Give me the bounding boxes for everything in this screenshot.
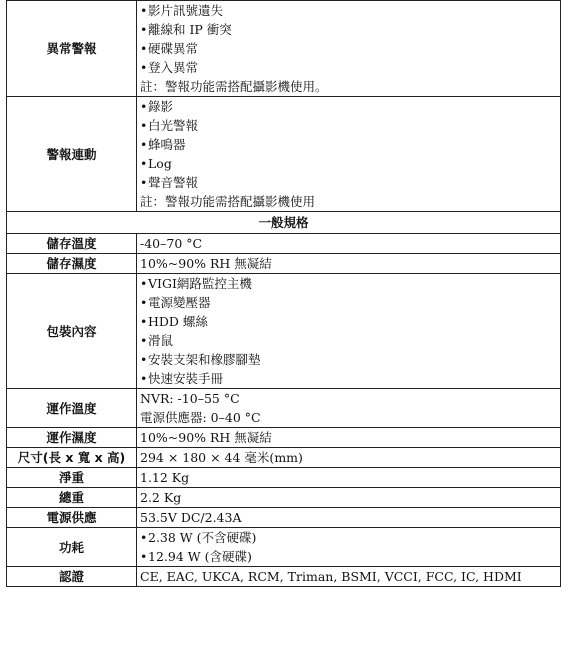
value-dimensions: 294 × 180 × 44 毫米(mm) (137, 448, 561, 468)
value-net-weight: 1.12 Kg (137, 468, 561, 488)
label-gross-weight: 總重 (7, 488, 137, 508)
row-power-consumption (7, 528, 561, 567)
row-storage-temp (7, 234, 561, 254)
row-gross-weight (7, 488, 561, 508)
label-dimensions: 尺寸(長 x 寬 x 高) (7, 448, 137, 468)
label-storage-temp: 儲存溫度 (7, 234, 137, 254)
row-operating-humidity (7, 428, 561, 448)
value-power-consumption (137, 528, 561, 567)
list-item: •快速安裝手冊 (140, 371, 224, 386)
row-general-spec (7, 212, 561, 234)
row-storage-humidity (7, 254, 561, 274)
value-certifications: CE, EAC, UKCA, RCM, Triman, BSMI, VCCI, FCC, IC, HDMI (137, 567, 561, 587)
row-net-weight (7, 468, 561, 488)
list-item: •VIGI網路監控主機 (140, 276, 252, 291)
label-operating-humidity: 運作濕度 (7, 428, 137, 448)
operating-temp-nvr: NVR: -10–55 °C (140, 391, 240, 406)
label-abnormal-alarm: 異常警報 (7, 1, 137, 97)
value-storage-temp: -40–70 °C (137, 234, 561, 254)
spec-table (6, 0, 561, 587)
value-storage-humidity: 10%~90% RH 無凝結 (137, 254, 561, 274)
list-item: •聲音警報 (140, 175, 199, 190)
label-storage-humidity: 儲存濕度 (7, 254, 137, 274)
section-heading-general-spec: 一般規格 (7, 212, 561, 234)
note-text: 註：警報功能需搭配攝影機使用。 (140, 79, 328, 94)
label-net-weight: 淨重 (7, 468, 137, 488)
list-item: •登入異常 (140, 60, 199, 75)
note-text: 註：警報功能需搭配攝影機使用 (140, 194, 316, 209)
label-power-supply: 電源供應 (7, 508, 137, 528)
list-item: •影片訊號遺失 (140, 3, 224, 18)
list-item: •安裝支架和橡膠腳墊 (140, 352, 261, 367)
label-operating-temp: 運作溫度 (7, 389, 137, 428)
value-operating-humidity: 10%~90% RH 無凝結 (137, 428, 561, 448)
label-alarm-linkage: 警報連動 (7, 97, 137, 212)
label-package-contents: 包裝內容 (7, 274, 137, 389)
operating-temp-psu: 電源供應器: 0–40 °C (140, 410, 261, 425)
value-abnormal-alarm (137, 1, 561, 97)
row-package-contents (7, 274, 561, 389)
list-item: •錄影 (140, 99, 174, 114)
list-item: •12.94 W (含硬碟) (140, 549, 252, 564)
value-package-contents (137, 274, 561, 389)
list-item: •Log (140, 156, 172, 171)
list-item: •白光警報 (140, 118, 199, 133)
label-certifications: 認證 (7, 567, 137, 587)
row-power-supply (7, 508, 561, 528)
value-power-supply: 53.5V DC/2.43A (137, 508, 561, 528)
label-power-consumption: 功耗 (7, 528, 137, 567)
list-item: •HDD 螺絲 (140, 314, 208, 329)
value-gross-weight: 2.2 Kg (137, 488, 561, 508)
list-item: •2.38 W (不含硬碟) (140, 530, 257, 545)
list-item: •硬碟異常 (140, 41, 199, 56)
row-certifications (7, 567, 561, 587)
value-operating-temp (137, 389, 561, 428)
list-item: •蜂鳴器 (140, 137, 186, 152)
list-item: •離線和 IP 衝突 (140, 22, 232, 37)
list-item: •電源變壓器 (140, 295, 211, 310)
row-dimensions (7, 448, 561, 468)
row-abnormal-alarm (7, 1, 561, 97)
row-operating-temp (7, 389, 561, 428)
list-item: •滑鼠 (140, 333, 174, 348)
row-alarm-linkage (7, 97, 561, 212)
value-alarm-linkage (137, 97, 561, 212)
